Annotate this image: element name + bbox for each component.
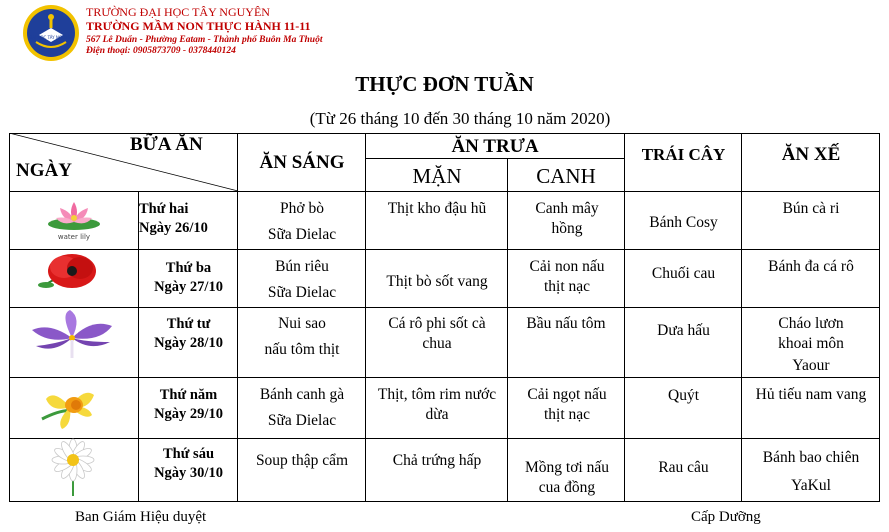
header-lunch-soup: CANH [536,163,596,188]
crocus-image [20,308,124,360]
breakfast-cell-4 [238,385,366,431]
fruit-cell-2: Chuối cau [651,265,716,282]
breakfast-item: nấu tôm thịt [264,341,340,358]
salty-cell-2: Thịt bò sốt vang [386,273,488,290]
snack-cell-5 [742,444,880,500]
daisy-image [36,438,110,498]
fruit-cell-3: Dưa hấu [657,322,710,339]
header-meal: BỮA ĂN [130,134,203,155]
row-day-4 [139,385,238,425]
breakfast-cell-3 [238,314,366,360]
day-name: Thứ ba [165,260,212,276]
soup-cell-4: Cải ngọt nấu thịt nạc [527,386,607,423]
soup-cell-3: Bầu nấu tôm [526,315,606,332]
fruit-cell-5: Rau câu [658,459,709,476]
footer-approval: Ban Giám Hiệu duyệt [75,509,207,525]
day-date: Ngày 26/10 [139,220,208,236]
day-name: Thứ sáu [162,446,215,462]
breakfast-cell-1 [238,199,366,245]
day-name: Thứ tư [166,316,211,332]
page-title: THỰC ĐƠN TUẦN [355,72,534,96]
page-subtitle: (Từ 26 tháng 10 đến 30 tháng 10 năm 2020) [309,109,611,128]
snack-cell-2: Bánh đa cá rô [768,258,854,275]
snack-item: Yaour [792,357,830,374]
snack-item: YaKul [791,477,831,494]
fruit-cell-1: Bánh Cosy [649,214,718,231]
breakfast-item: Sữa Dielac [267,226,337,243]
snack-cell-1: Bún cà ri [782,200,840,217]
snack-cell-3 [760,314,862,376]
soup-cell-5: Mồng tơi nấu cua đồng [525,459,609,496]
breakfast-cell-5: Soup thập cẩm [255,452,349,469]
soup-cell-2: Cải non nấu thịt nạc [529,258,605,295]
breakfast-item: Bánh canh gà [259,386,345,403]
salty-cell-1: Thịt kho đậu hũ [387,200,487,217]
header-day: NGÀY [16,160,72,181]
row-day-1 [139,200,238,250]
snack-item: Cháo lươn khoai môn [778,315,844,352]
day-name: Thứ năm [159,387,218,403]
breakfast-item: Phở bò [280,200,324,217]
day-date: Ngày 29/10 [154,406,223,422]
breakfast-item: Bún riêu [275,258,329,275]
row-day-2 [139,258,238,298]
school-address: 567 Lê Duẩn - Phường Eatam - Thành phố Buôn Ma Thuột [86,35,323,45]
salty-cell-5: Chả trứng hấp [392,452,482,469]
header-lunch: ĂN TRƯA [451,135,539,157]
row-day-5 [139,444,238,484]
footer-cook: Cấp Dưỡng [691,509,761,525]
header-snack: ĂN XẾ [781,144,841,165]
header-breakfast: ĂN SÁNG [259,152,345,173]
breakfast-cell-2 [238,257,366,303]
day-date: Ngày 28/10 [154,335,223,351]
snack-cell-4: Hủ tiếu nam vang [755,386,867,403]
logo-text: ĐẠI HỌC TÂY NGUYÊN [29,35,73,40]
water-lily-image [38,194,110,246]
breakfast-item: Nui sao [278,315,326,332]
day-date: Ngày 30/10 [154,465,223,481]
water-lily-label: water lily [57,233,91,241]
breakfast-item: Sữa Dielac [267,412,337,429]
header-fruit: TRÁI CÂY [641,145,726,164]
school-phone: Điện thoại: 0905873709 - 0378440124 [86,46,236,56]
school-name: TRƯỜNG MẦM NON THỰC HÀNH 11-11 [86,19,311,33]
poppy-image [34,251,110,297]
day-date: Ngày 27/10 [154,279,223,295]
salty-cell-4: Thịt, tôm rim nước dừa [377,386,497,423]
salty-cell-3: Cá rô phi sốt cà chua [388,315,486,352]
university-name: TRƯỜNG ĐẠI HỌC TÂY NGUYÊN [86,5,270,19]
snack-item: Bánh bao chiên [762,449,860,466]
daffodil-image [32,379,108,435]
row-day-3 [139,314,238,354]
breakfast-item: Sữa Dielac [267,284,337,301]
school-logo [22,4,80,62]
day-name: Thứ hai [139,201,189,217]
soup-cell-1: Canh mây hồng [535,200,599,237]
header-lunch-salty: MẶN [412,163,462,188]
fruit-cell-4: Quýt [668,387,699,404]
